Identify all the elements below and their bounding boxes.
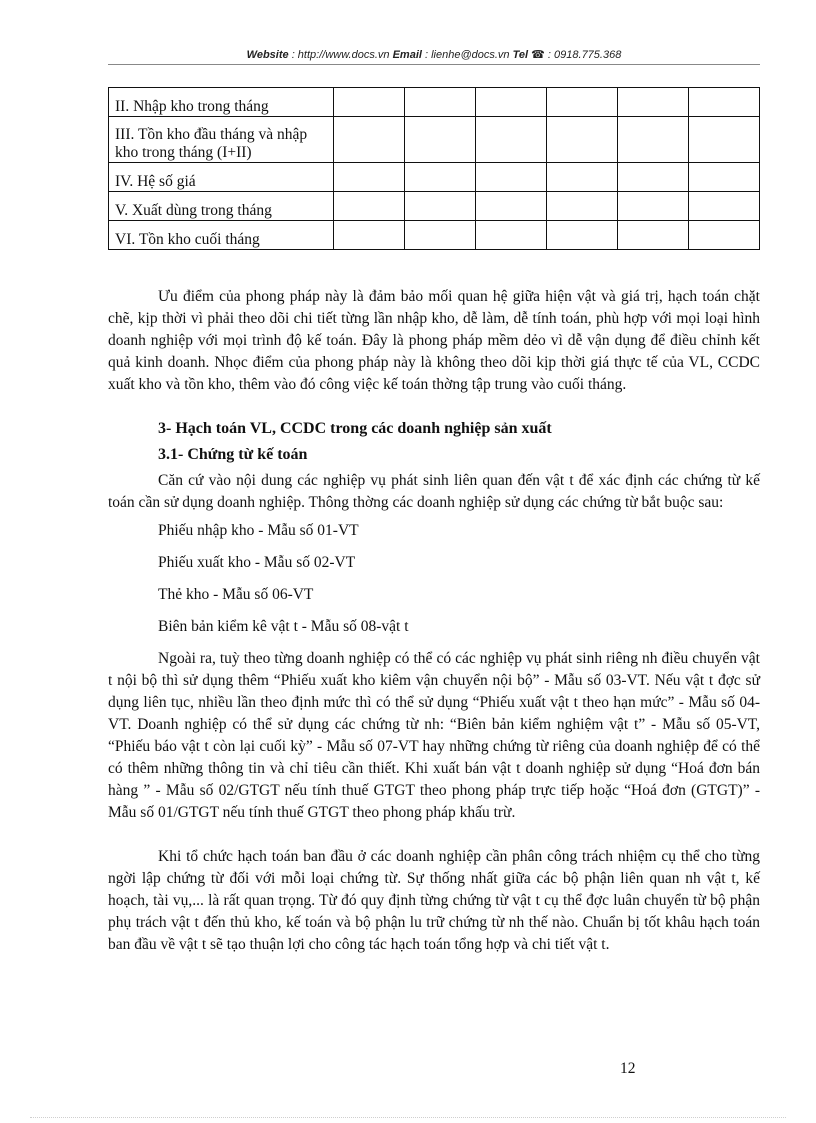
row-label: II. Nhập kho trong tháng	[109, 88, 334, 117]
table-cell	[618, 88, 689, 117]
paragraph-advantages: Ưu điểm của phong pháp này là đảm bảo mối quan hệ giữa hiện vật và giá trị, hạch toán chặt chẽ, kịp thời vì phải theo dõi chi tiết từng lần nhập kho, dễ làm, dễ tính toán, phù hợp với mọi loại hình doanh nghiệp với mọi trình độ kế toán. Đây là phong pháp mềm dẻo vì dễ vận dụng để điều chỉnh kết quả kinh doanh. Nhọc điểm của phong pháp này là không theo dõi kịp thời giá thực tế của VL, CCDC xuất kho và tồn kho, thêm vào đó công việc kế toán thờng tập trung vào cuối tháng.	[108, 288, 760, 393]
paragraph-organization: Khi tổ chức hạch toán ban đầu ở các doanh nghiệp cần phân công trách nhiệm cụ thể cho từng ngời lập chứng từ đối với mỗi loại chứng từ. Sự thống nhất giữa các bộ phận liên quan nh vật t, kế hoạch, tài vụ,... là rất quan trọng. Từ đó quy định từng chứng từ vật t cụ thể đợc luân chuyển từ bộ phận phụ trách vật t đến thủ kho, kế toán và bộ phận lu trữ chứng từ nh thế nào. Chuẩn bị tốt khâu hạch toán ban đầu về vật t sẽ tạo thuận lợi cho công tác hạch toán tổng hợp và chi tiết vật t.	[108, 848, 760, 953]
table-row	[109, 221, 760, 250]
page-header	[108, 48, 760, 61]
table-cell	[334, 192, 405, 221]
table-cell	[689, 192, 760, 221]
list-item: Phiếu nhập kho - Mẫu số 01-VT	[158, 522, 359, 539]
tel-label: Tel	[512, 49, 529, 61]
tel-value: ☎ : 0918.775.368	[531, 49, 622, 61]
list-item: Biên bản kiểm kê vật t - Mẫu số 08-vật t	[158, 618, 409, 635]
table-cell	[405, 88, 476, 117]
row-label: IV. Hệ số giá	[109, 163, 334, 192]
table-cell	[547, 163, 618, 192]
table-cell	[405, 192, 476, 221]
table-cell	[405, 163, 476, 192]
table-cell	[405, 221, 476, 250]
header-divider	[108, 64, 760, 65]
table-cell	[476, 192, 547, 221]
table-cell	[689, 117, 760, 163]
email-link[interactable]: : lienhe@docs.vn	[425, 49, 510, 61]
section-heading: 3- Hạch toán VL, CCDC trong các doanh nghiệp sản xuất	[158, 420, 552, 437]
valuation-table	[108, 87, 760, 250]
page-bottom-divider	[30, 1117, 786, 1118]
table-cell	[618, 117, 689, 163]
row-label: III. Tồn kho đầu tháng và nhập kho trong tháng (I+II)	[109, 117, 334, 163]
table-cell	[689, 163, 760, 192]
row-label: V. Xuất dùng trong tháng	[109, 192, 334, 221]
paragraph-additional-documents: Ngoài ra, tuỳ theo từng doanh nghiệp có thể có các nghiệp vụ phát sinh riêng nh điều chuyển vật t nội bộ thì sử dụng thêm “Phiếu xuất kho kiêm vận chuyển nội bộ” - Mẫu số 03-VT. Nếu vật t đợc sử dụng liên tục, nhiều lần theo định mức thì có thể sử dụng “Phiếu xuất vật t theo hạn mức” - Mẫu số 04-VT. Doanh nghiệp có thể sử dụng các chứng từ nh: “Biên bản kiểm nghiệm vật t” - Mẫu số 05-VT, “Phiếu báo vật t còn lại cuối kỳ” - Mẫu số 07-VT hay những chứng từ riêng của doanh nghiệp để có thể có thêm những thông tin và chỉ tiêu cần thiết. Khi xuất bán vật t doanh nghiệp sử dụng “Hoá đơn bán hàng ” - Mẫu số 02/GTGT nếu tính thuế GTGT theo phong pháp trực tiếp hoặc “Hoá đơn (GTGT)” - Mẫu số 01/GTGT nếu tính thuế GTGT theo phong pháp khấu trừ.	[108, 650, 760, 821]
document-body	[108, 286, 760, 956]
table-cell	[547, 117, 618, 163]
table-row	[109, 163, 760, 192]
website-label: Website	[246, 49, 289, 61]
table-cell	[334, 163, 405, 192]
row-label: VI. Tồn kho cuối tháng	[109, 221, 334, 250]
website-link[interactable]: : http://www.docs.vn	[291, 49, 390, 61]
list-item: Thẻ kho - Mẫu số 06-VT	[158, 586, 314, 603]
table-cell	[476, 163, 547, 192]
table-cell	[547, 221, 618, 250]
table-cell	[547, 88, 618, 117]
subsection-heading: 3.1- Chứng từ kế toán	[158, 446, 308, 463]
table-cell	[618, 221, 689, 250]
table-cell	[334, 117, 405, 163]
table-cell	[476, 88, 547, 117]
table-row	[109, 88, 760, 117]
email-label: Email	[392, 49, 422, 61]
table-row	[109, 192, 760, 221]
list-item: Phiếu xuất kho - Mẫu số 02-VT	[158, 554, 356, 571]
table-cell	[618, 192, 689, 221]
table-cell	[689, 221, 760, 250]
paragraph-documents: Căn cứ vào nội dung các nghiệp vụ phát sinh liên quan đến vật t để xác định các chứng từ kế toán cần sử dụng doanh nghiệp. Thông thờng các doanh nghiệp sử dụng các chứng từ bắt buộc sau:	[108, 472, 760, 511]
table-cell	[618, 163, 689, 192]
table-row	[109, 117, 760, 163]
table-cell	[405, 117, 476, 163]
table-cell	[547, 192, 618, 221]
table-cell	[334, 221, 405, 250]
table-cell	[476, 117, 547, 163]
page-number: 12	[620, 1060, 636, 1077]
table-cell	[689, 88, 760, 117]
table-cell	[334, 88, 405, 117]
table-cell	[476, 221, 547, 250]
